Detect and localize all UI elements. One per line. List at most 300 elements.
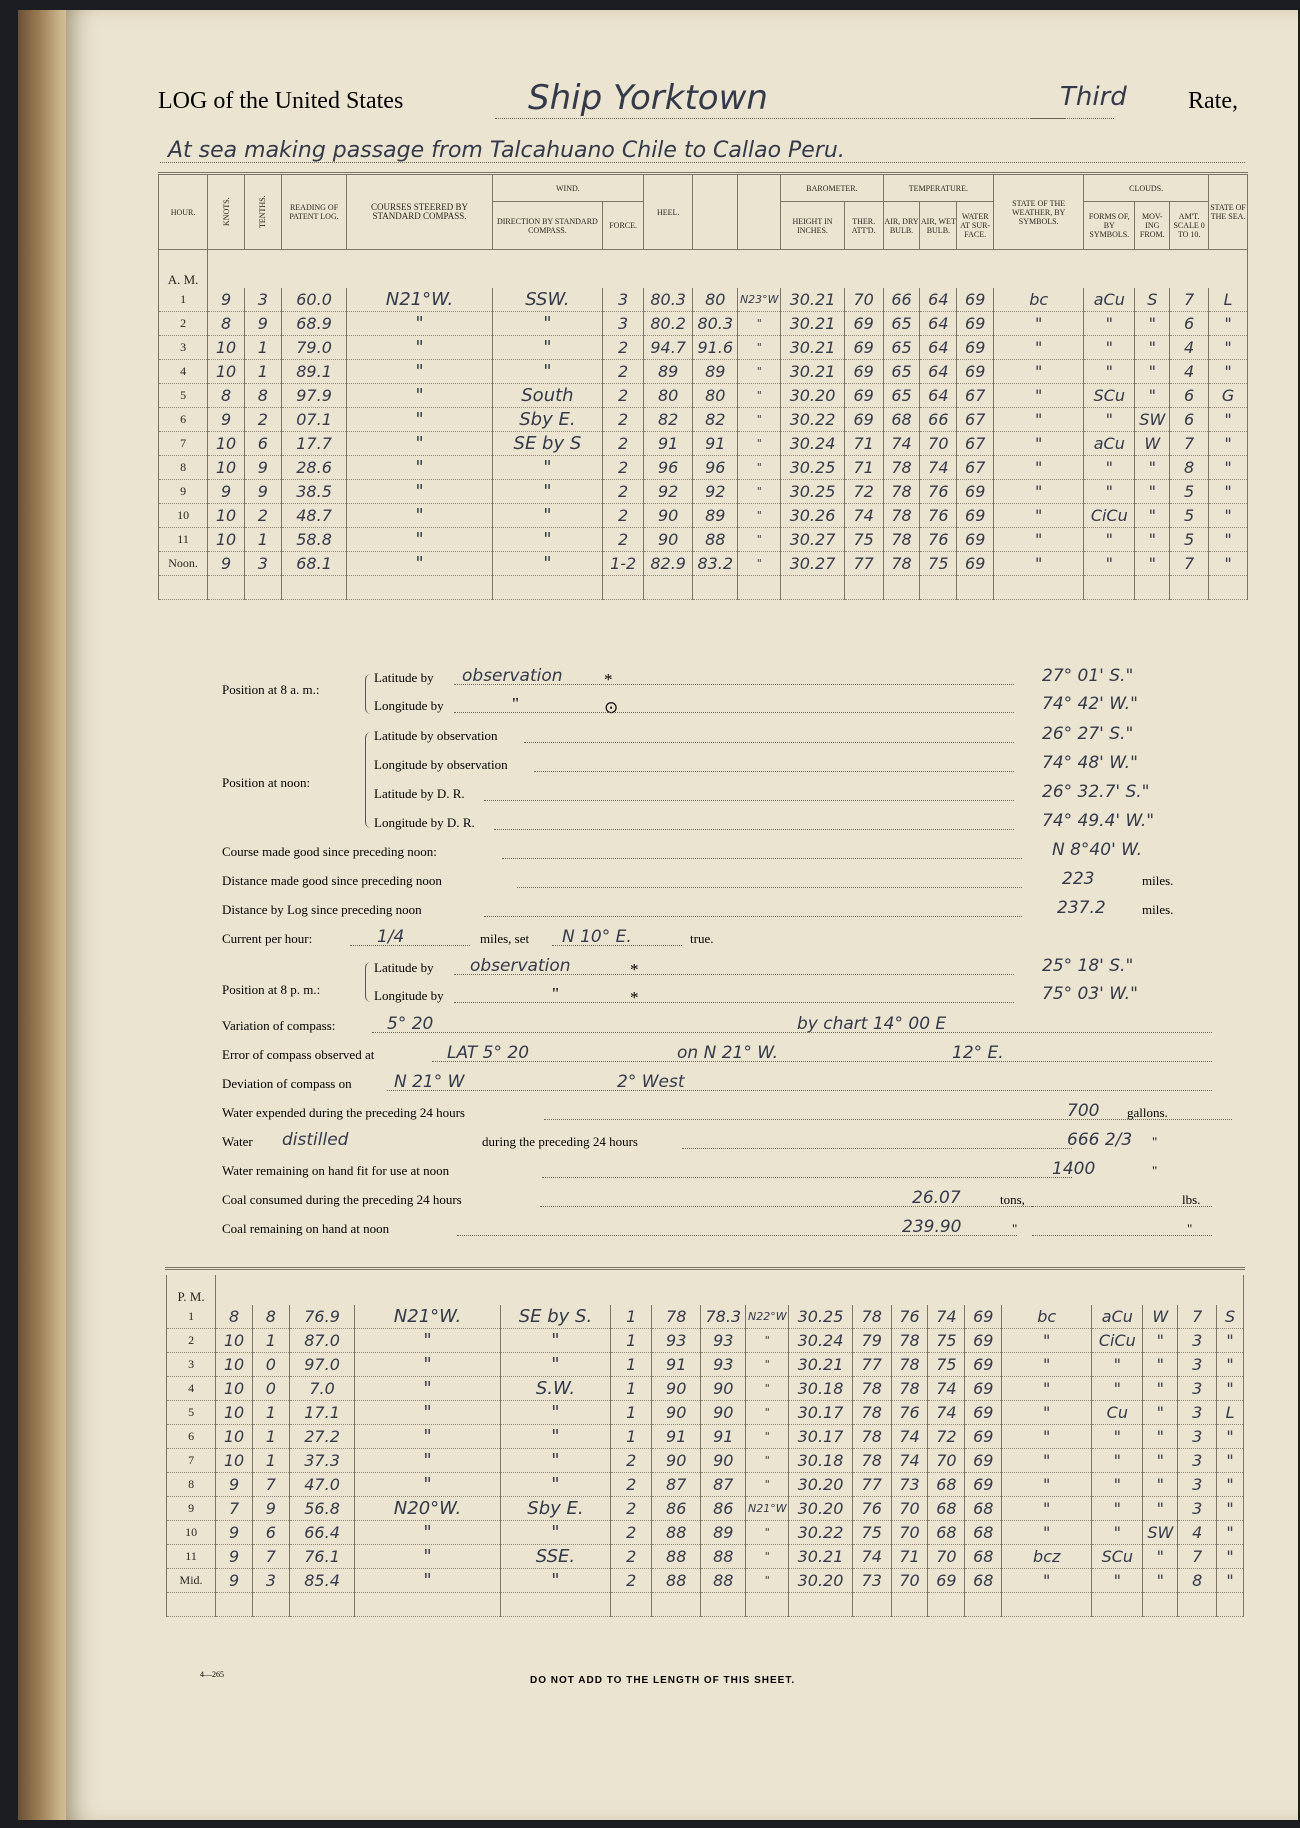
pm-cloud-amount: 3 (1178, 1497, 1217, 1521)
pm-heel-b: 90 (701, 1449, 746, 1473)
lon-noon-dr: 74° 49.4' W." (1042, 811, 1155, 831)
am-heel-a: 96 (644, 455, 693, 479)
am-wind-force: 1-2 (603, 551, 644, 575)
am-heel-a: 92 (644, 479, 693, 503)
lat-8am-mark: * (604, 670, 613, 689)
pm-heel-b: 87 (701, 1473, 746, 1497)
log-distance: 237.2 (1057, 898, 1106, 918)
pm-sea-state: " (1217, 1329, 1244, 1353)
am-sea-state: G (1209, 383, 1248, 407)
am-baro-ther: 69 (844, 359, 883, 383)
am-knots: 8 (208, 311, 245, 335)
am-heel-course: " (738, 455, 781, 479)
pm-tenths: 9 (252, 1497, 289, 1521)
am-weather: " (994, 455, 1084, 479)
am-heel-b: 82 (693, 407, 738, 431)
pm-heel-b: 89 (701, 1521, 746, 1545)
pm-cloud-forms: " (1092, 1473, 1143, 1497)
pm-cloud-moving: " (1143, 1377, 1178, 1401)
lat-dr-label: Latitude by D. R. (374, 786, 465, 801)
pm-heel-course: N21°W (746, 1497, 789, 1521)
water-expended-label: Water expended during the preceding 24 hours (222, 1105, 465, 1120)
pm-cloud-moving: " (1143, 1449, 1178, 1473)
lat-8pm-mark: * (630, 960, 639, 979)
am-cloud-forms: " (1084, 335, 1135, 359)
pm-cloud-forms: " (1092, 1521, 1143, 1545)
pm-hour: 8 (167, 1473, 216, 1497)
am-weather: " (994, 311, 1084, 335)
am-weather: " (994, 551, 1084, 575)
pm-cloud-forms: CiCu (1092, 1329, 1143, 1353)
am-baro-height: 30.21 (781, 335, 844, 359)
am-air-dry: 78 (883, 503, 920, 527)
col-wind: WIND. (492, 174, 643, 202)
lat-noon-dr: 26° 32.7' S." (1042, 782, 1150, 802)
pm-row (167, 1401, 1244, 1425)
water-label: Water (222, 1134, 253, 1149)
am-wind-direction: Sby E. (492, 407, 603, 431)
am-hour: 10 (159, 503, 208, 527)
am-course: " (347, 335, 492, 359)
water-expended: 700 (1067, 1101, 1100, 1121)
coal-consumed-label: Coal consumed during the preceding 24 hours (222, 1192, 462, 1207)
am-sea-state: " (1209, 503, 1248, 527)
am-heel-a: 91 (644, 431, 693, 455)
am-heel-a: 90 (644, 527, 693, 551)
pm-water-temp: 69 (965, 1401, 1002, 1425)
pm-wind-direction: Sby E. (500, 1497, 611, 1521)
pm-water-temp: 68 (965, 1569, 1002, 1593)
am-knots: 9 (208, 479, 245, 503)
pm-course: " (355, 1377, 500, 1401)
lon-8am-method: " (512, 694, 519, 713)
pm-wind-direction: " (500, 1425, 611, 1449)
pm-knots: 10 (216, 1401, 253, 1425)
pm-row (167, 1353, 1244, 1377)
am-tenths: 6 (244, 431, 281, 455)
am-sea-state: " (1209, 527, 1248, 551)
pm-cloud-amount: 3 (1178, 1377, 1217, 1401)
am-heel-a: 94.7 (644, 335, 693, 359)
pm-cloud-amount: 3 (1178, 1329, 1217, 1353)
pm-tenths: 7 (252, 1545, 289, 1569)
lon-8am: 74° 42' W." (1042, 694, 1138, 714)
am-patent-log: 60.0 (281, 288, 347, 312)
am-weather: " (994, 431, 1084, 455)
am-water-temp: 67 (957, 455, 994, 479)
am-heel-b: 89 (693, 359, 738, 383)
am-baro-ther: 75 (844, 527, 883, 551)
am-air-dry: 78 (883, 479, 920, 503)
am-course: " (347, 527, 492, 551)
am-tenths: 8 (244, 383, 281, 407)
am-cloud-amount: 6 (1170, 311, 1209, 335)
pm-heel-a: 78 (652, 1305, 701, 1329)
am-row (159, 335, 1248, 359)
deviation-label: Deviation of compass on (222, 1076, 352, 1091)
col-cloud-moving: MOV-ING FROM. (1135, 202, 1170, 250)
current-label: Current per hour: (222, 931, 313, 946)
pm-cloud-moving: " (1143, 1401, 1178, 1425)
am-cloud-amount: 4 (1170, 335, 1209, 359)
am-knots: 10 (208, 359, 245, 383)
pm-wind-force: 1 (611, 1377, 652, 1401)
pm-air-dry: 76 (891, 1305, 928, 1329)
pm-tenths: 7 (252, 1473, 289, 1497)
lat-8pm-method: observation (470, 956, 571, 976)
pm-course: " (355, 1353, 500, 1377)
am-weather: " (994, 383, 1084, 407)
pm-air-dry: 71 (891, 1545, 928, 1569)
pm-wind-direction: SSE. (500, 1545, 611, 1569)
am-water-temp: 69 (957, 527, 994, 551)
current-set: N 10° E. (562, 927, 632, 947)
am-cloud-forms: " (1084, 479, 1135, 503)
sheet-notice: DO NOT ADD TO THE LENGTH OF THIS SHEET. (530, 1675, 796, 1686)
pm-air-wet: 74 (928, 1305, 965, 1329)
pm-air-wet: 68 (928, 1521, 965, 1545)
col-clouds: CLOUDS. (1084, 174, 1209, 202)
am-baro-ther: 69 (844, 335, 883, 359)
am-wind-direction: SE by S (492, 431, 603, 455)
col-barometer: BAROMETER. (781, 174, 883, 202)
pm-air-wet: 75 (928, 1329, 965, 1353)
pm-hour: 9 (167, 1497, 216, 1521)
am-weather: bc (994, 288, 1084, 312)
pm-course: " (355, 1545, 500, 1569)
water-distilled-ditto: " (1152, 1134, 1158, 1149)
am-tenths: 1 (244, 527, 281, 551)
am-air-dry: 65 (883, 359, 920, 383)
am-sea-state: " (1209, 311, 1248, 335)
am-heel-b: 91.6 (693, 335, 738, 359)
pm-heel-a: 91 (652, 1425, 701, 1449)
pm-cloud-moving: " (1143, 1353, 1178, 1377)
am-baro-height: 30.20 (781, 383, 844, 407)
pm-tenths: 1 (252, 1449, 289, 1473)
current-rate: 1/4 (377, 927, 405, 947)
am-cloud-moving: " (1135, 479, 1170, 503)
am-air-wet: 75 (920, 551, 957, 575)
pm-baro-ther: 78 (852, 1425, 891, 1449)
am-wind-direction: South (492, 383, 603, 407)
pm-heel-course: " (746, 1473, 789, 1497)
pm-air-wet: 74 (928, 1377, 965, 1401)
pm-air-dry: 76 (891, 1401, 928, 1425)
lon-by-label: Longitude by (374, 698, 444, 713)
col-air-dry: AIR, DRY BULB. (883, 202, 920, 250)
pm-baro-ther: 73 (852, 1569, 891, 1593)
position-8pm-label: Position at 8 p. m.: (222, 982, 321, 997)
pm-cloud-forms: " (1092, 1497, 1143, 1521)
am-water-temp: 69 (957, 335, 994, 359)
pm-cloud-moving: " (1143, 1569, 1178, 1593)
pm-weather: " (1002, 1401, 1092, 1425)
am-cloud-moving: SW (1135, 407, 1170, 431)
col-cloud-forms: FORMS OF, BY SYMBOLS. (1084, 202, 1135, 250)
am-sea-state: " (1209, 551, 1248, 575)
am-cloud-moving: S (1135, 288, 1170, 312)
col-tenths: TENTHS. (244, 174, 281, 250)
pm-heel-a: 90 (652, 1449, 701, 1473)
pm-knots: 10 (216, 1329, 253, 1353)
pm-log-body (167, 1275, 1244, 1617)
am-baro-height: 30.26 (781, 503, 844, 527)
pm-air-dry: 70 (891, 1497, 928, 1521)
am-tenths: 2 (244, 407, 281, 431)
am-wind-force: 3 (603, 288, 644, 312)
pm-heel-course: " (746, 1449, 789, 1473)
pm-weather: " (1002, 1473, 1092, 1497)
pm-baro-height: 30.20 (789, 1473, 852, 1497)
pm-knots: 10 (216, 1377, 253, 1401)
am-weather: " (994, 479, 1084, 503)
am-heel-course: " (738, 431, 781, 455)
pm-hour: 2 (167, 1329, 216, 1353)
pm-baro-ther: 79 (852, 1329, 891, 1353)
am-cloud-moving: " (1135, 527, 1170, 551)
am-cloud-forms: " (1084, 407, 1135, 431)
am-hour: 5 (159, 383, 208, 407)
am-patent-log: 58.8 (281, 527, 347, 551)
pm-heel-course: " (746, 1425, 789, 1449)
log-title (68, 78, 1248, 122)
pm-sea-state: " (1217, 1377, 1244, 1401)
col-water: WATER AT SUR-FACE. (957, 202, 994, 250)
pm-cloud-forms: SCu (1092, 1545, 1143, 1569)
am-cloud-moving: " (1135, 503, 1170, 527)
am-hour: 9 (159, 479, 208, 503)
pm-air-wet: 68 (928, 1497, 965, 1521)
am-heel-b: 80 (693, 383, 738, 407)
am-wind-direction: " (492, 335, 603, 359)
pm-baro-height: 30.17 (789, 1425, 852, 1449)
am-wind-direction: " (492, 503, 603, 527)
am-patent-log: 07.1 (281, 407, 347, 431)
am-air-wet: 64 (920, 311, 957, 335)
lon-8pm-method: " (552, 984, 559, 1003)
col-hour: HOUR. (159, 174, 208, 250)
am-baro-height: 30.27 (781, 527, 844, 551)
pm-course: N21°W. (355, 1305, 500, 1329)
pm-hour: 5 (167, 1401, 216, 1425)
am-hour: 2 (159, 311, 208, 335)
pm-wind-direction: " (500, 1449, 611, 1473)
pm-water-temp: 69 (965, 1329, 1002, 1353)
am-baro-ther: 71 (844, 455, 883, 479)
am-air-wet: 70 (920, 431, 957, 455)
am-water-temp: 69 (957, 311, 994, 335)
am-course: " (347, 407, 492, 431)
am-knots: 9 (208, 551, 245, 575)
pm-water-temp: 69 (965, 1425, 1002, 1449)
pm-baro-ther: 77 (852, 1473, 891, 1497)
pm-cloud-moving: " (1143, 1545, 1178, 1569)
pm-baro-ther: 77 (852, 1353, 891, 1377)
pm-heel-course: " (746, 1353, 789, 1377)
pm-wind-force: 1 (611, 1401, 652, 1425)
am-wind-direction: " (492, 311, 603, 335)
pm-knots: 10 (216, 1353, 253, 1377)
am-baro-height: 30.27 (781, 551, 844, 575)
am-water-temp: 67 (957, 383, 994, 407)
pm-cloud-forms: aCu (1092, 1305, 1143, 1329)
water-remaining-ditto: " (1152, 1163, 1158, 1178)
pm-air-dry: 78 (891, 1377, 928, 1401)
pm-course: " (355, 1425, 500, 1449)
am-heel-b: 80.3 (693, 311, 738, 335)
pm-baro-height: 30.18 (789, 1449, 852, 1473)
col-heel: HEEL. (644, 174, 693, 250)
col-baro-ther: THER. ATT'D. (844, 202, 883, 250)
pm-baro-height: 30.22 (789, 1521, 852, 1545)
pm-air-dry: 74 (891, 1425, 928, 1449)
variation-value: 5° 20 (387, 1014, 434, 1034)
am-heel-course: " (738, 383, 781, 407)
pm-baro-height: 30.20 (789, 1497, 852, 1521)
pm-cloud-moving: SW (1143, 1521, 1178, 1545)
pm-heel-course: " (746, 1401, 789, 1425)
pm-patent-log: 56.8 (289, 1497, 355, 1521)
pm-knots: 10 (216, 1449, 253, 1473)
pm-patent-log: 17.1 (289, 1401, 355, 1425)
lon-8pm: 75° 03' W." (1042, 984, 1138, 1004)
pm-air-dry: 78 (891, 1353, 928, 1377)
pm-wind-force: 2 (611, 1521, 652, 1545)
am-tenths: 1 (244, 359, 281, 383)
am-baro-height: 30.21 (781, 359, 844, 383)
am-heel-course: " (738, 479, 781, 503)
am-course: N21°W. (347, 288, 492, 312)
pm-wind-force: 1 (611, 1305, 652, 1329)
col-air-wet: AIR, WET BULB. (920, 202, 957, 250)
am-water-temp: 67 (957, 407, 994, 431)
pm-row (167, 1425, 1244, 1449)
pm-heel-a: 91 (652, 1353, 701, 1377)
pm-knots: 10 (216, 1425, 253, 1449)
am-cloud-moving: " (1135, 335, 1170, 359)
pm-patent-log: 7.0 (289, 1377, 355, 1401)
am-tenths: 3 (244, 551, 281, 575)
pm-heel-b: 93 (701, 1353, 746, 1377)
pm-water-temp: 69 (965, 1353, 1002, 1377)
am-cloud-amount: 7 (1170, 551, 1209, 575)
pm-wind-direction: " (500, 1329, 611, 1353)
am-tenths: 3 (244, 288, 281, 312)
pm-heel-course: N22°W (746, 1305, 789, 1329)
passage-description: At sea making passage from Talcahuano Chile to Callao Peru. (168, 138, 845, 163)
pm-cloud-amount: 3 (1178, 1473, 1217, 1497)
am-cloud-forms: " (1084, 527, 1135, 551)
am-course: " (347, 479, 492, 503)
am-cloud-amount: 6 (1170, 383, 1209, 407)
lon-8pm-by-label: Longitude by (374, 988, 444, 1003)
pm-baro-height: 30.25 (789, 1305, 852, 1329)
pm-heel-course: " (746, 1329, 789, 1353)
pm-course: " (355, 1473, 500, 1497)
pm-wind-force: 2 (611, 1497, 652, 1521)
pm-knots: 9 (216, 1569, 253, 1593)
lat-8pm-by-label: Latitude by (374, 960, 434, 975)
pm-air-dry: 73 (891, 1473, 928, 1497)
pm-water-temp: 69 (965, 1473, 1002, 1497)
am-tenths: 1 (244, 335, 281, 359)
pm-wind-direction: " (500, 1473, 611, 1497)
error-value: 12° E. (952, 1043, 1004, 1063)
pm-course: " (355, 1521, 500, 1545)
am-knots: 10 (208, 527, 245, 551)
log-distance-label: Distance by Log since preceding noon (222, 902, 422, 917)
pm-patent-log: 76.9 (289, 1305, 355, 1329)
pm-air-wet: 70 (928, 1545, 965, 1569)
pm-weather: " (1002, 1449, 1092, 1473)
am-patent-log: 89.1 (281, 359, 347, 383)
am-heel-a: 80 (644, 383, 693, 407)
am-heel-course: " (738, 335, 781, 359)
pm-wind-direction: " (500, 1569, 611, 1593)
water-expended-unit: gallons. (1127, 1105, 1168, 1120)
am-knots: 8 (208, 383, 245, 407)
pm-course: N20°W. (355, 1497, 500, 1521)
am-baro-ther: 69 (844, 311, 883, 335)
am-row (159, 479, 1248, 503)
pm-weather: " (1002, 1329, 1092, 1353)
pm-air-wet: 74 (928, 1401, 965, 1425)
course-label: Course made good since preceding noon: (222, 844, 437, 859)
pm-air-wet: 69 (928, 1569, 965, 1593)
pm-patent-log: 87.0 (289, 1329, 355, 1353)
pm-patent-log: 27.2 (289, 1425, 355, 1449)
pm-water-temp: 69 (965, 1377, 1002, 1401)
pm-patent-log: 47.0 (289, 1473, 355, 1497)
am-row (159, 288, 1248, 312)
coal-lbs-unit: lbs. (1182, 1192, 1201, 1207)
am-air-dry: 78 (883, 527, 920, 551)
am-weather: " (994, 527, 1084, 551)
distance-unit: miles. (1142, 873, 1174, 888)
pm-row (167, 1521, 1244, 1545)
pm-wind-force: 2 (611, 1449, 652, 1473)
pm-patent-log: 66.4 (289, 1521, 355, 1545)
am-air-dry: 74 (883, 431, 920, 455)
pm-hour: 10 (167, 1521, 216, 1545)
col-patent-log: READING OF PATENT LOG. (281, 174, 347, 250)
am-course: " (347, 359, 492, 383)
pm-air-wet: 70 (928, 1449, 965, 1473)
lon-8am-mark: ⊙ (604, 698, 619, 717)
pm-row (167, 1545, 1244, 1569)
coal-remaining-ditto: " (1012, 1221, 1018, 1236)
pm-hour: 11 (167, 1545, 216, 1569)
am-hour: 8 (159, 455, 208, 479)
pm-heel-a: 90 (652, 1401, 701, 1425)
am-patent-log: 79.0 (281, 335, 347, 359)
lon-8pm-mark: * (630, 988, 639, 1007)
pm-hour: 1 (167, 1305, 216, 1329)
pm-heel-a: 86 (652, 1497, 701, 1521)
am-wind-direction: " (492, 479, 603, 503)
pm-heel-b: 93 (701, 1329, 746, 1353)
am-hour: 4 (159, 359, 208, 383)
am-baro-ther: 69 (844, 383, 883, 407)
am-heel-b: 80 (693, 288, 738, 312)
pm-knots: 9 (216, 1521, 253, 1545)
pm-sea-state: " (1217, 1353, 1244, 1377)
pm-course: " (355, 1329, 500, 1353)
am-row (159, 311, 1248, 335)
am-wind-force: 2 (603, 479, 644, 503)
am-cloud-forms: " (1084, 551, 1135, 575)
